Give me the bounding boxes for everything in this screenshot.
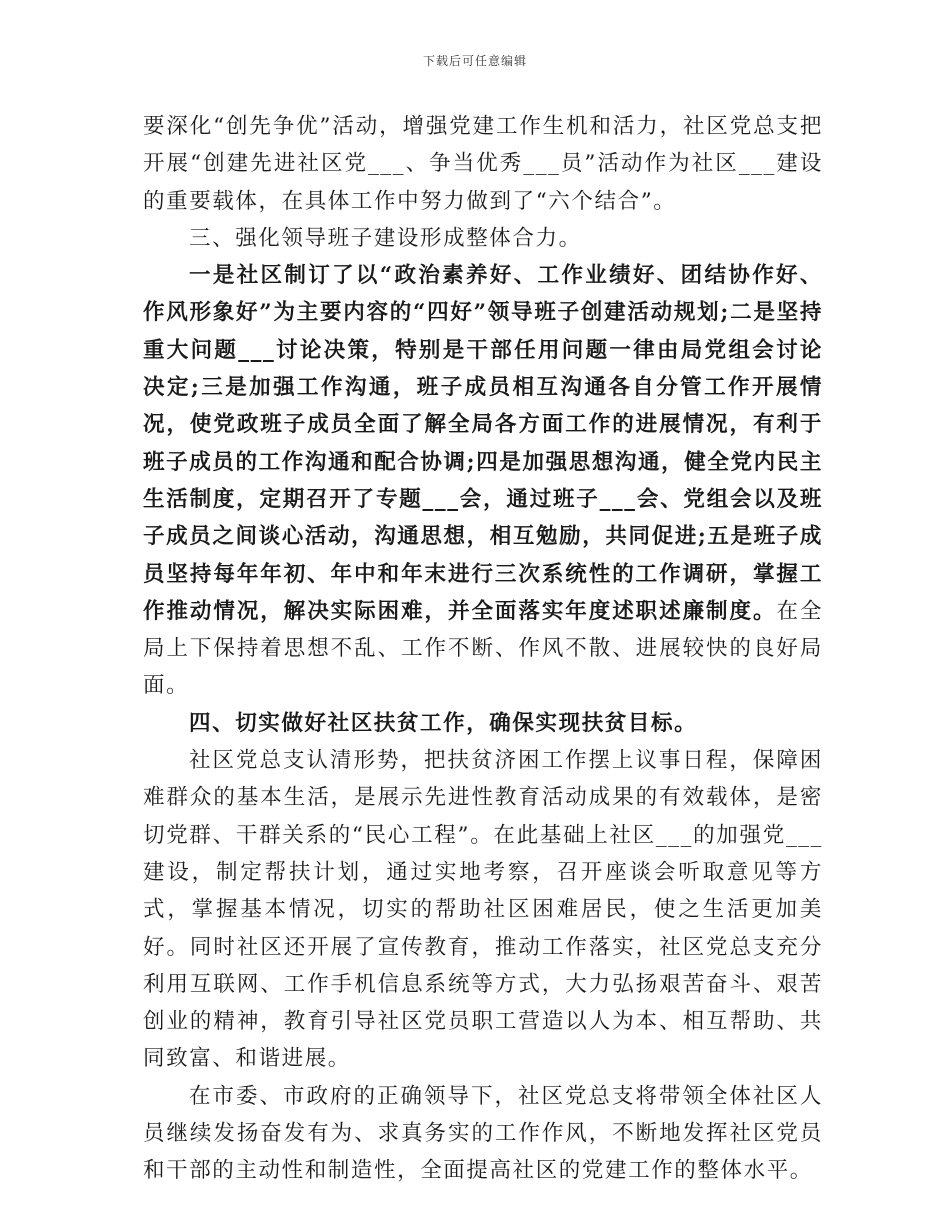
page-header: 下载后可任意编辑 <box>422 54 527 68</box>
document-body <box>143 108 823 1190</box>
section-heading-3: 三、强化领导班子建设形成整体合力。 <box>189 225 582 251</box>
paragraph-leadership-bold: 一是社区制订了以“政治素养好、工作业绩好、团结协作好、作风形象好”为主要内容的“四好”领导班子创建活动规划;二是坚持重大问题___讨论决策，特别是干部任用问题一律由局党组会讨论决定;三是加强工作沟通，班子成员相互沟通各自分管工作开展情况，使党政班子成员全面了解全局各方面工作的进展情况，有利于班子成员的工作沟通和配合协调;四是加强思想沟通，健全党内民主生活制度，定期召开了专题___会，通过班子___会、党组会以及班子成员之间谈心活动，沟通思想，相互勉励，共同促进;五是班子成员坚持每年年初、年中和年末进行三次系统性的工作调研，掌握工作推动情况，解决实际困难，并全面落实年度述职述廉制度。 <box>143 263 823 624</box>
paragraph-conclusion: 在市委、市政府的正确领导下，社区党总支将带领全体社区人员继续发扬奋发有为、求真务实的工作作风，不断地发挥社区党员和干部的主动性和制造性，全面提高社区的党建工作的整体水平。 <box>143 1083 823 1184</box>
paragraph-leadership <box>143 257 823 705</box>
paragraph-leadership-normal: 在全局上下保持着思想不乱、工作不断、作风不散、进展较快的良好局面。 <box>143 598 823 699</box>
section-heading-4: 四、切实做好社区扶贫工作，确保实现扶贫目标。 <box>189 710 698 736</box>
paragraph-intro: 要深化“创先争优”活动，增强党建工作生机和活力，社区党总支把开展“创建先进社区党___、争当优秀___员”活动作为社区___建设的重要载体，在具体工作中努力做到了“六个结合”。 <box>143 114 823 214</box>
paragraph-poverty: 社区党总支认清形势，把扶贫济困工作摆上议事日程，保障困难群众的基本生活，是展示先进性教育活动成果的有效载体，是密切党群、干群关系的“民心工程”。在此基础上社区___的加强党___建设，制定帮扶计划，通过实地考察，召开座谈会听取意见等方式，掌握基本情况，切实的帮助社区困难居民，使之生活更加美好。同时社区还开展了宣传教育，推动工作落实，社区党总支充分利用互联网、工作手机信息系统等方式，大力弘扬艰苦奋斗、艰苦创业的精神，教育引导社区党员职工营造以人为本、相互帮助、共同致富、和谐进展。 <box>143 748 823 1072</box>
